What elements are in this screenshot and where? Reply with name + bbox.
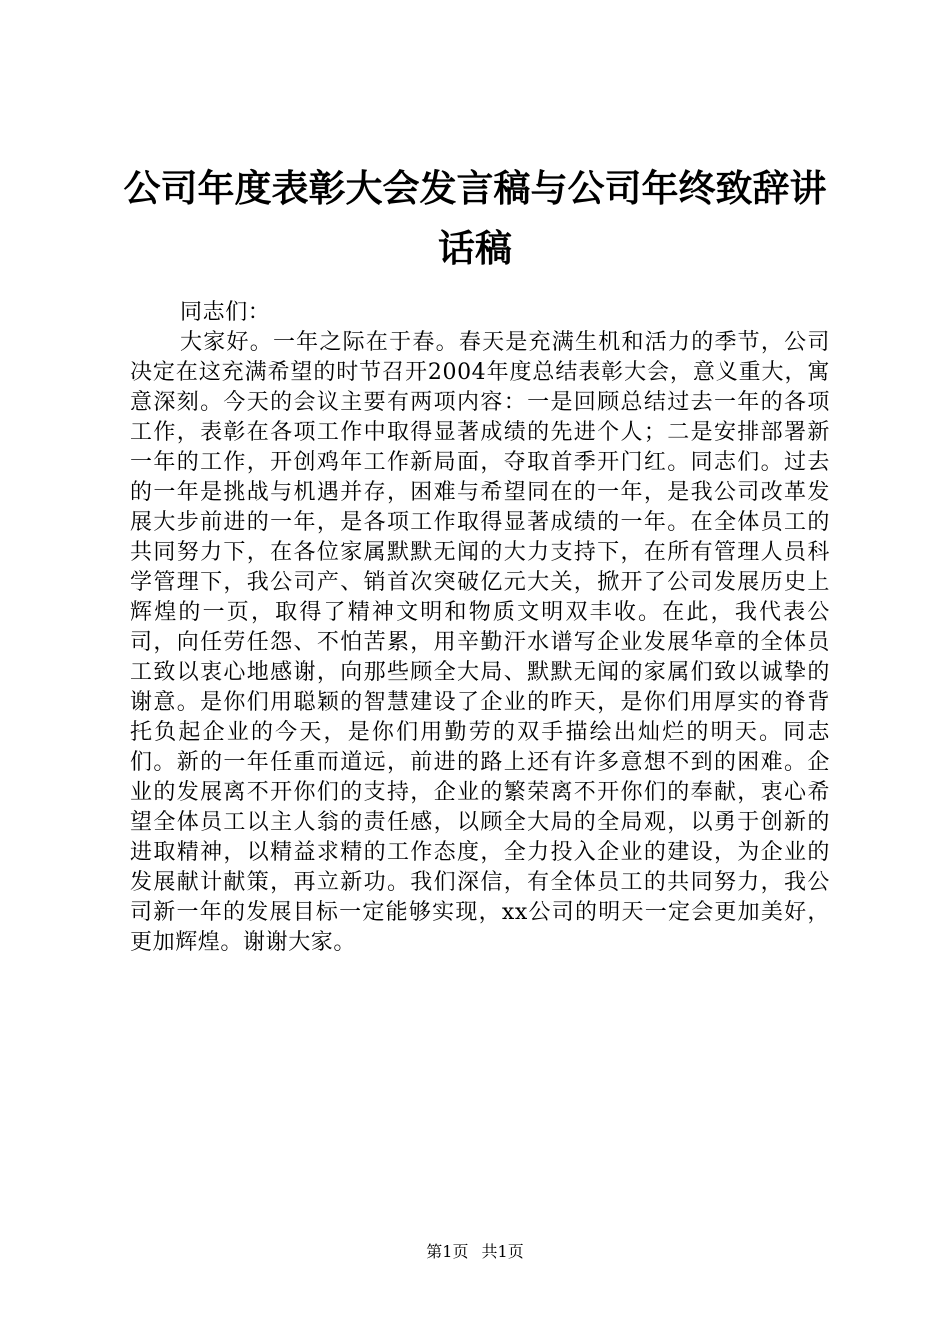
document-body (130, 298, 830, 958)
page-footer (0, 1242, 950, 1262)
document-title: 公司年度表彰大会发言稿与公司年终致辞讲话稿 (123, 166, 827, 270)
body-paragraph: 大家好。一年之际在于春。春天是充满生机和活力的季节，公司决定在这充满希望的时节召开2004年度总结表彰大会，意义重大，寓意深刻。今天的会议主要有两项内容：一是回顾总结过去一年的各项工作，表彰在各项工作中取得显著成绩的先进个人；二是安排部署新一年的工作，开创鸡年工作新局面，夺取首季开门红。同志们。过去的一年是挑战与机遇并存，困难与希望同在的一年，是我公司改革发展大步前进的一年，是各项工作取得显著成绩的一年。在全体员工的共同努力下，在各位家属默默无闻的大力支持下，在所有管理人员科学管理下，我公司产、销首次突破亿元大关，掀开了公司发展历史上辉煌的一页，取得了精神文明和物质文明双丰收。在此，我代表公司，向任劳任怨、不怕苦累，用辛勤汗水谱写企业发展华章的全体员工致以衷心地感谢，向那些顾全大局、默默无闻的家属们致以诚挚的谢意。是你们用聪颖的智慧建设了企业的昨天，是你们用厚实的脊背托负起企业的今天，是你们用勤劳的双手描绘出灿烂的明天。同志们。新的一年任重而道远，前进的路上还有许多意想不到的困难。企业的发展离不开你们的支持，企业的繁荣离不开你们的奉献，衷心希望全体员工以主人翁的责任感，以顾全大局的全局观，以勇于创新的进取精神，以精益求精的工作态度，全力投入企业的建设，为企业的发展献计献策，再立新功。我们深信，有全体员工的共同努力，我公司新一年的发展目标一定能够实现，xx公司的明天一定会更加美好，更加辉煌。谢谢大家。 (130, 330, 830, 955)
salutation: 同志们： (180, 300, 271, 325)
page-number: 第1页 (426, 1242, 469, 1261)
page-total: 共1页 (481, 1242, 524, 1261)
